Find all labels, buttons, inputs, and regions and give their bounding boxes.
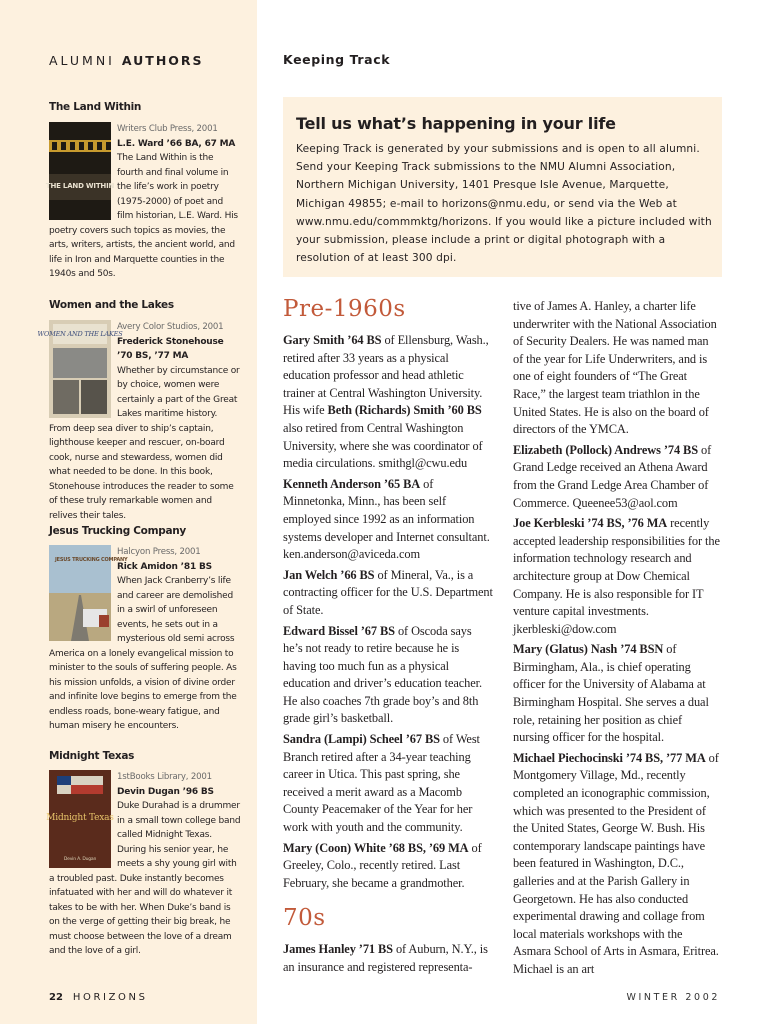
book-entry (49, 545, 241, 734)
keeping-track-heading: Keeping Track (283, 52, 391, 67)
class-note: Mary (Coon) White ’68 BS, ’69 MA of Greeley, Colo., recently retired. Last February, she became a grandmother. (283, 840, 482, 890)
book-cover-image (37, 320, 123, 418)
book-publisher: Halcyon Press, 2001 (117, 547, 201, 557)
page-number: 22 (49, 992, 63, 1003)
book-publisher: 1stBooks Library, 2001 (117, 772, 212, 782)
book-title: Jesus Trucking Company (49, 525, 186, 537)
class-note: Gary Smith ’64 BS of Ellensburg, Wash., retired after 33 years as a physical education professor and head athletic trainer at Central Washington University. His wife Beth (Richards) Smith ’60 BS also retired from Central Washington University, where she was coordinator of media circulations. smithgl@cwu.edu (283, 333, 489, 471)
class-note: Joe Kerbleski ’74 BS, ’76 MA recently accepted leadership responsibilities for the information technology research and architecture group at Dow Chemical Company. He is also responsible for IT venture capital investments. jkerbleski@dow.com (513, 516, 720, 636)
class-note-continued: tive of James A. Hanley, a charter life underwriter with the National Association of Security Dealers. He was named man of the year for Life Underwriters, and is one of eight founders of “The Great Race,” the largest team triathlon in the United States. He is also on the board of directors of the YMCA. (513, 299, 717, 437)
footer-folio (49, 992, 148, 1003)
decade-heading: Pre-1960s (283, 296, 406, 322)
book-entry (46, 770, 241, 959)
book-blurb: Duke Durahad is a drummer in a small town college band called Midnight Texas. During his senior year, he meets a shy young girl with a troubled past. Duke instantly becomes infatuated with her and will do whatever it takes to be with her. When Duke’s band is on the verge of getting their big break, he must choose between the love of a dream and the love of a girl. (49, 801, 241, 956)
book-author: L.E. Ward ’66 BA, 67 MA (117, 138, 236, 149)
magazine-name: HORIZONS (72, 992, 148, 1003)
cover-title-text: THE LAND WITHIN (45, 182, 115, 190)
class-note: Michael Piechocinski ’74 BS, ’77 MA of Montgomery Village, Md., recently completed an iconographic commission, which was presented to the President of the United States, George W. Bush. His contemporary landscape paintings have been featured in Washington, D.C., galleries and at the Parish Gallery in Georgetown. He has also conducted experimental drawing and collage from local materials workshops with the Asmara School of Arts in Asmara, Eritrea. Michael is an art (513, 750, 719, 976)
book-publisher: Avery Color Studios, 2001 (117, 322, 224, 332)
book-publisher: Writers Club Press, 2001 (117, 124, 218, 134)
book-entry (45, 122, 241, 282)
submission-info-box (283, 97, 722, 277)
cover-title-text: Midnight Texas (46, 813, 114, 823)
class-note: Edward Bissel ’67 BS of Oscoda says he’s not ready to retire because he is having too much fun as a physical education and driver’s education teacher. He also coaches 7th grade boy’s and 8th grade girl’s basketball. (283, 623, 482, 726)
class-note: Sandra (Lampi) Scheel ’67 BS of West Branch retired after a 34-year teaching career in Utica. This past spring, she received a merit award as a Macomb County Peacemaker of the Year for her work with youth and the community. (283, 732, 480, 835)
book-author: Devin Dugan ’96 BS (117, 786, 214, 797)
class-notes-column-1-continued (283, 941, 493, 979)
class-note: James Hanley ’71 BS of Auburn, N.Y., is an insurance and registered representa- (283, 942, 488, 974)
class-note: Mary (Glatus) Nash ’74 BSN of Birmingham, Ala., is chief operating officer for the University of Alabama at Birmingham Hospital. She serves a dual role, retaining her position as chief nursing officer for the hospital. (513, 642, 709, 745)
book-title: Midnight Texas (49, 750, 135, 762)
class-notes-column-1 (283, 332, 493, 895)
book-cover-image (45, 122, 115, 220)
issue-date: WINTER 2002 (626, 992, 720, 1003)
book-author: Frederick Stonehouse ’70 BS, ’77 MA (117, 336, 224, 361)
book-title: The Land Within (49, 101, 142, 113)
book-blurb: The Land Within is the fourth and final volume in the life’s work in poetry (1975-2000) of poet and film historian, L.E. Ward. His poetry covers such topics as movies, the arts, writers, artists, the ancient world, and life in Iron and Marquette counties in the 1940s and 50s. (49, 153, 238, 279)
class-notes-column-2 (513, 298, 721, 982)
class-note: Kenneth Anderson ’65 BA of Minnetonka, Minn., has been self employed since 1992 as an information systems developer and Internet consultant. ken.anderson@aviceda.com (283, 476, 490, 562)
book-cover-image (49, 545, 128, 641)
decade-heading: 70s (283, 905, 326, 931)
cover-title-text: WOMEN AND THE LAKES (37, 330, 123, 338)
info-box-text: Keeping Track is generated by your submissions and is open to all alumni. Send your Keeping Track submissions to the NMU Alumni Association, Northern Michigan University, 1401 Presque Isle Avenue, Marquette, Michigan 49855; e-mail to horizons@nmu.edu, or send via the Web at www.nmu.edu/commmktg/horizons. If you would like a picture included with your submission, please include a print or digital photograph with a resolution of at least 300 dpi. (296, 143, 712, 265)
info-box-title: Tell us what’s happening in your life (296, 114, 616, 133)
book-author: Rick Amidon ’81 BS (117, 561, 212, 572)
section-label: ALUMNI AUTHORS (49, 53, 204, 68)
book-title: Women and the Lakes (49, 299, 174, 311)
book-blurb: Whether by circumstance or by choice, women were certainly a part of the Great Lakes maritime history. From deep sea diver to ship’s captain, lighthouse keeper and rescuer, on-board cook, nurse and stewardess, women did what needed to be done. In this book, Stonehouse introduces the reader to some of these truly remarkable women and relives their tales. (49, 365, 240, 521)
class-note: Jan Welch ’66 BS of Mineral, Va., is a contracting officer for the U.S. Department of State. (283, 567, 493, 617)
cover-author-text: Devin A. Dugan (63, 857, 97, 862)
cover-title-text: JESUS TRUCKING COMPANY (55, 557, 128, 563)
book-entry (37, 320, 241, 523)
book-cover-image (46, 770, 114, 868)
book-blurb: When Jack Cranberry’s life and career are demolished in a swirl of unforeseen events, he sets out in a mysterious old semi across America on a lonely evangelical mission to minister to the souls of suffering people. As his mission unfolds, a vision of divine order and infinite love begins to emerge from the endless roads, bone-weary fatigue, and human misery he encounters. (49, 576, 237, 731)
class-note: Elizabeth (Pollock) Andrews ’74 BS of Grand Ledge received an Athena Award from the Grand Ledge Area Chamber of Commerce. Queenee53@aol.com (513, 442, 712, 510)
